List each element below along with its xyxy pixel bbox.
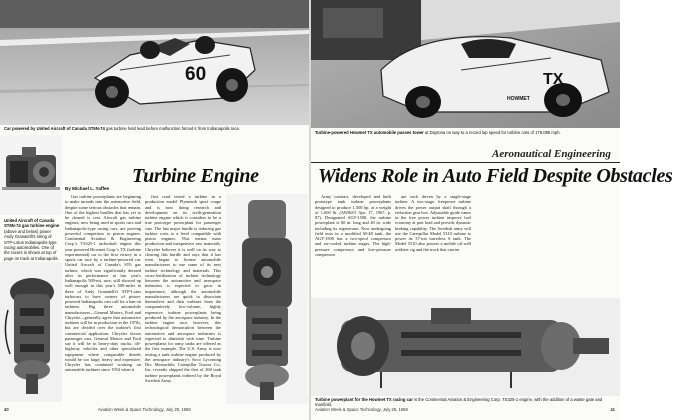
car-lettering: HOWMET xyxy=(507,96,530,102)
article-column-3-text: Army contract, developed and built prototype tank turbine powerplants designed to produce 1,500 hp. at a weight of 1,600 lb. (AW&ST Apr. 17, 1967, p. 87). Designated AGT-1500, the turbine powerplant is 60 in. long and 40 in. wide including its regenerator. Now undergoing field tests in a modified M-48 tank, the AGT-1500 has a two-spool compressor and air-cooled turbine stages. The high-pressure compressor and low-pressure compressor xyxy=(315,194,391,257)
car-marking: TX xyxy=(543,71,564,88)
left-page xyxy=(0,0,309,420)
byline: By Michael L. Yaffee xyxy=(65,186,110,191)
headline-left: Turbine Engine xyxy=(132,165,259,187)
article-column-1 xyxy=(65,194,141,405)
left-page-number: 40 xyxy=(4,407,9,412)
headline-right: Widens Role in Auto Field Despite Obstacles xyxy=(318,165,673,187)
tx-photo-caption-text: at Daytona on way to a record lap speed for turbine cars of 176.085 mph. xyxy=(425,130,561,135)
article-column-1-text: Gas turbine powerplants are beginning to make inroads into the automotive field, despite some serious obstacles that remain. One of the highest hurdles that has yet to be cleared is cost. Aircraft gas turbine engines, now being used in sports cars and Indianapolis-type racing cars, are proving powerful competitors to piston engines. Continental Aviation & Engineering Corp.'s TS325-1 turboshaft engine this year powered Howmet Corp.'s TX (turbine experimental) car to the first victory in a sports car race by a turbine-powered car. United Aircraft of Canada's ST6 gas turbine, which was significantly derated after its performance at last year's Indianapolis 500-mi. race, still showed up well enough in this year's 500-miler in three of Andy Granatelli's STP-Lotus turbocars to have owners of piston-powered Indianapolis cars call for a ban on turbines. Big three automobile manufacturers—General Motors, Ford and Chrysler—generally agree that automotive turbines will be in production in the 1970s, but are divided over the turbine's first commercial application. Chrysler favors passenger cars. General Motors and Ford say it will be in heavy-duty trucks, off-highway vehicles and other specialized equipment where comparable diesels would be too large, heavy and expensive. Chrysler has continued working on automobile turbines since 1954 when it xyxy=(65,194,141,373)
article-column-4 xyxy=(395,194,471,295)
indy-race-car-photo xyxy=(0,0,309,125)
article-column-4-text: are each driven by a single-stage turbine. A two-stage, freepower turbine drives the power output shaft through a reduction gear box. Adjustable guide vanes in the free power turbine improve fuel economy at part load and provide dynamic braking capability. The Swedish army will use the Caterpillar Model 5310 turbine to power its 37-ton turretless S tank. The Model 5310 also powers a mobile oil well acidizer rig and the truck that carries xyxy=(395,194,471,252)
article-column-2-text: first road tested a turbine in a production model Plymouth sport coupe and is now doing research and development on its sixth-generation turbine engine which it considers to be a true prototype powerplant for passenger cars. The last major hurdle is reducing gas turbine costs to a level compatible with piston engines. This means mass production and inexpensive raw materials. Chrysler believes it is well on its way to clearing this hurdle and says that it has even begun to license automobile manufacturers to use some of its new turbine technology and materials. This cross-fertilization of turbine technology between the automotive and aerospace industries is expected to grow in importance, although the automobile manufacturers are quick to dissociate themselves and their turbines from the comparatively low-volume, highly expensive, turbine powerplants being produced by the aerospace industry. In the turbine engine race, however, this technological demarcation between the automotive and aerospace industries is expected to diminish with time. Turbine powerplants for army tanks are offered as the first example. The U.S. Army is now testing a tank turbine engine produced by the aerospace industry's Avco Lycoming Div. Meanwhile, Caterpillar Tractor Co., Inc. recently shipped the first of 260 tank turbine powerplants ordered by the Royal Swedish Army. xyxy=(145,194,221,383)
section-rule xyxy=(311,162,620,163)
ts325-engine-photo xyxy=(311,298,620,396)
turbine-engine-photo-side xyxy=(226,194,308,404)
ts325-photo-caption-bold: Turbine powerplant for the Howmet TX racing car xyxy=(315,397,413,402)
turbine-engine-photo-bottom xyxy=(0,262,62,402)
article-column-3 xyxy=(315,194,391,295)
section-tag: Aeronautical Engineering xyxy=(492,148,611,160)
car-number: 60 xyxy=(185,64,207,85)
turbine-engine-photo-top xyxy=(0,135,62,215)
top-photo-caption-bold: Car powered by United Aircraft of Canada ST6N-74 xyxy=(4,126,105,131)
top-photo-caption xyxy=(4,126,306,131)
tx-photo-caption-bold: Turbine-powered Howmet TX automobile passes tower xyxy=(315,130,424,135)
engine-photo-caption-text: (above and below) power Andy Granatelli's string of STP-Lotus Indianapolis-type racing automobiles. One of the racers is shown at top of page on track at Indianapolis. xyxy=(4,228,59,261)
right-page xyxy=(311,0,620,420)
engine-photo-caption-bold: United Aircraft of Canada ST6N-74 gas turbine engine xyxy=(4,218,60,229)
ts325-photo-caption-text: is the Continental Aviation & Engineering Corp. TS325-1 engine, with the addition of a waste gate and manifold. xyxy=(315,397,603,408)
article-column-2 xyxy=(145,194,221,405)
engine-photo-caption xyxy=(4,218,60,261)
tx-photo-caption xyxy=(315,130,617,135)
right-footer xyxy=(315,407,615,412)
top-photo-caption-text: gas turbine held lead before malfunction forced it from Indianapolis race. xyxy=(106,126,241,131)
left-footer xyxy=(4,407,304,412)
right-footer-text: Aviation Week & Space Technology, July 29, 1968 xyxy=(315,407,408,412)
right-page-number: 41 xyxy=(610,407,615,412)
left-footer-text: Aviation Week & Space Technology, July 29, 1968 xyxy=(97,407,191,412)
howmet-tx-car-photo xyxy=(311,0,620,128)
